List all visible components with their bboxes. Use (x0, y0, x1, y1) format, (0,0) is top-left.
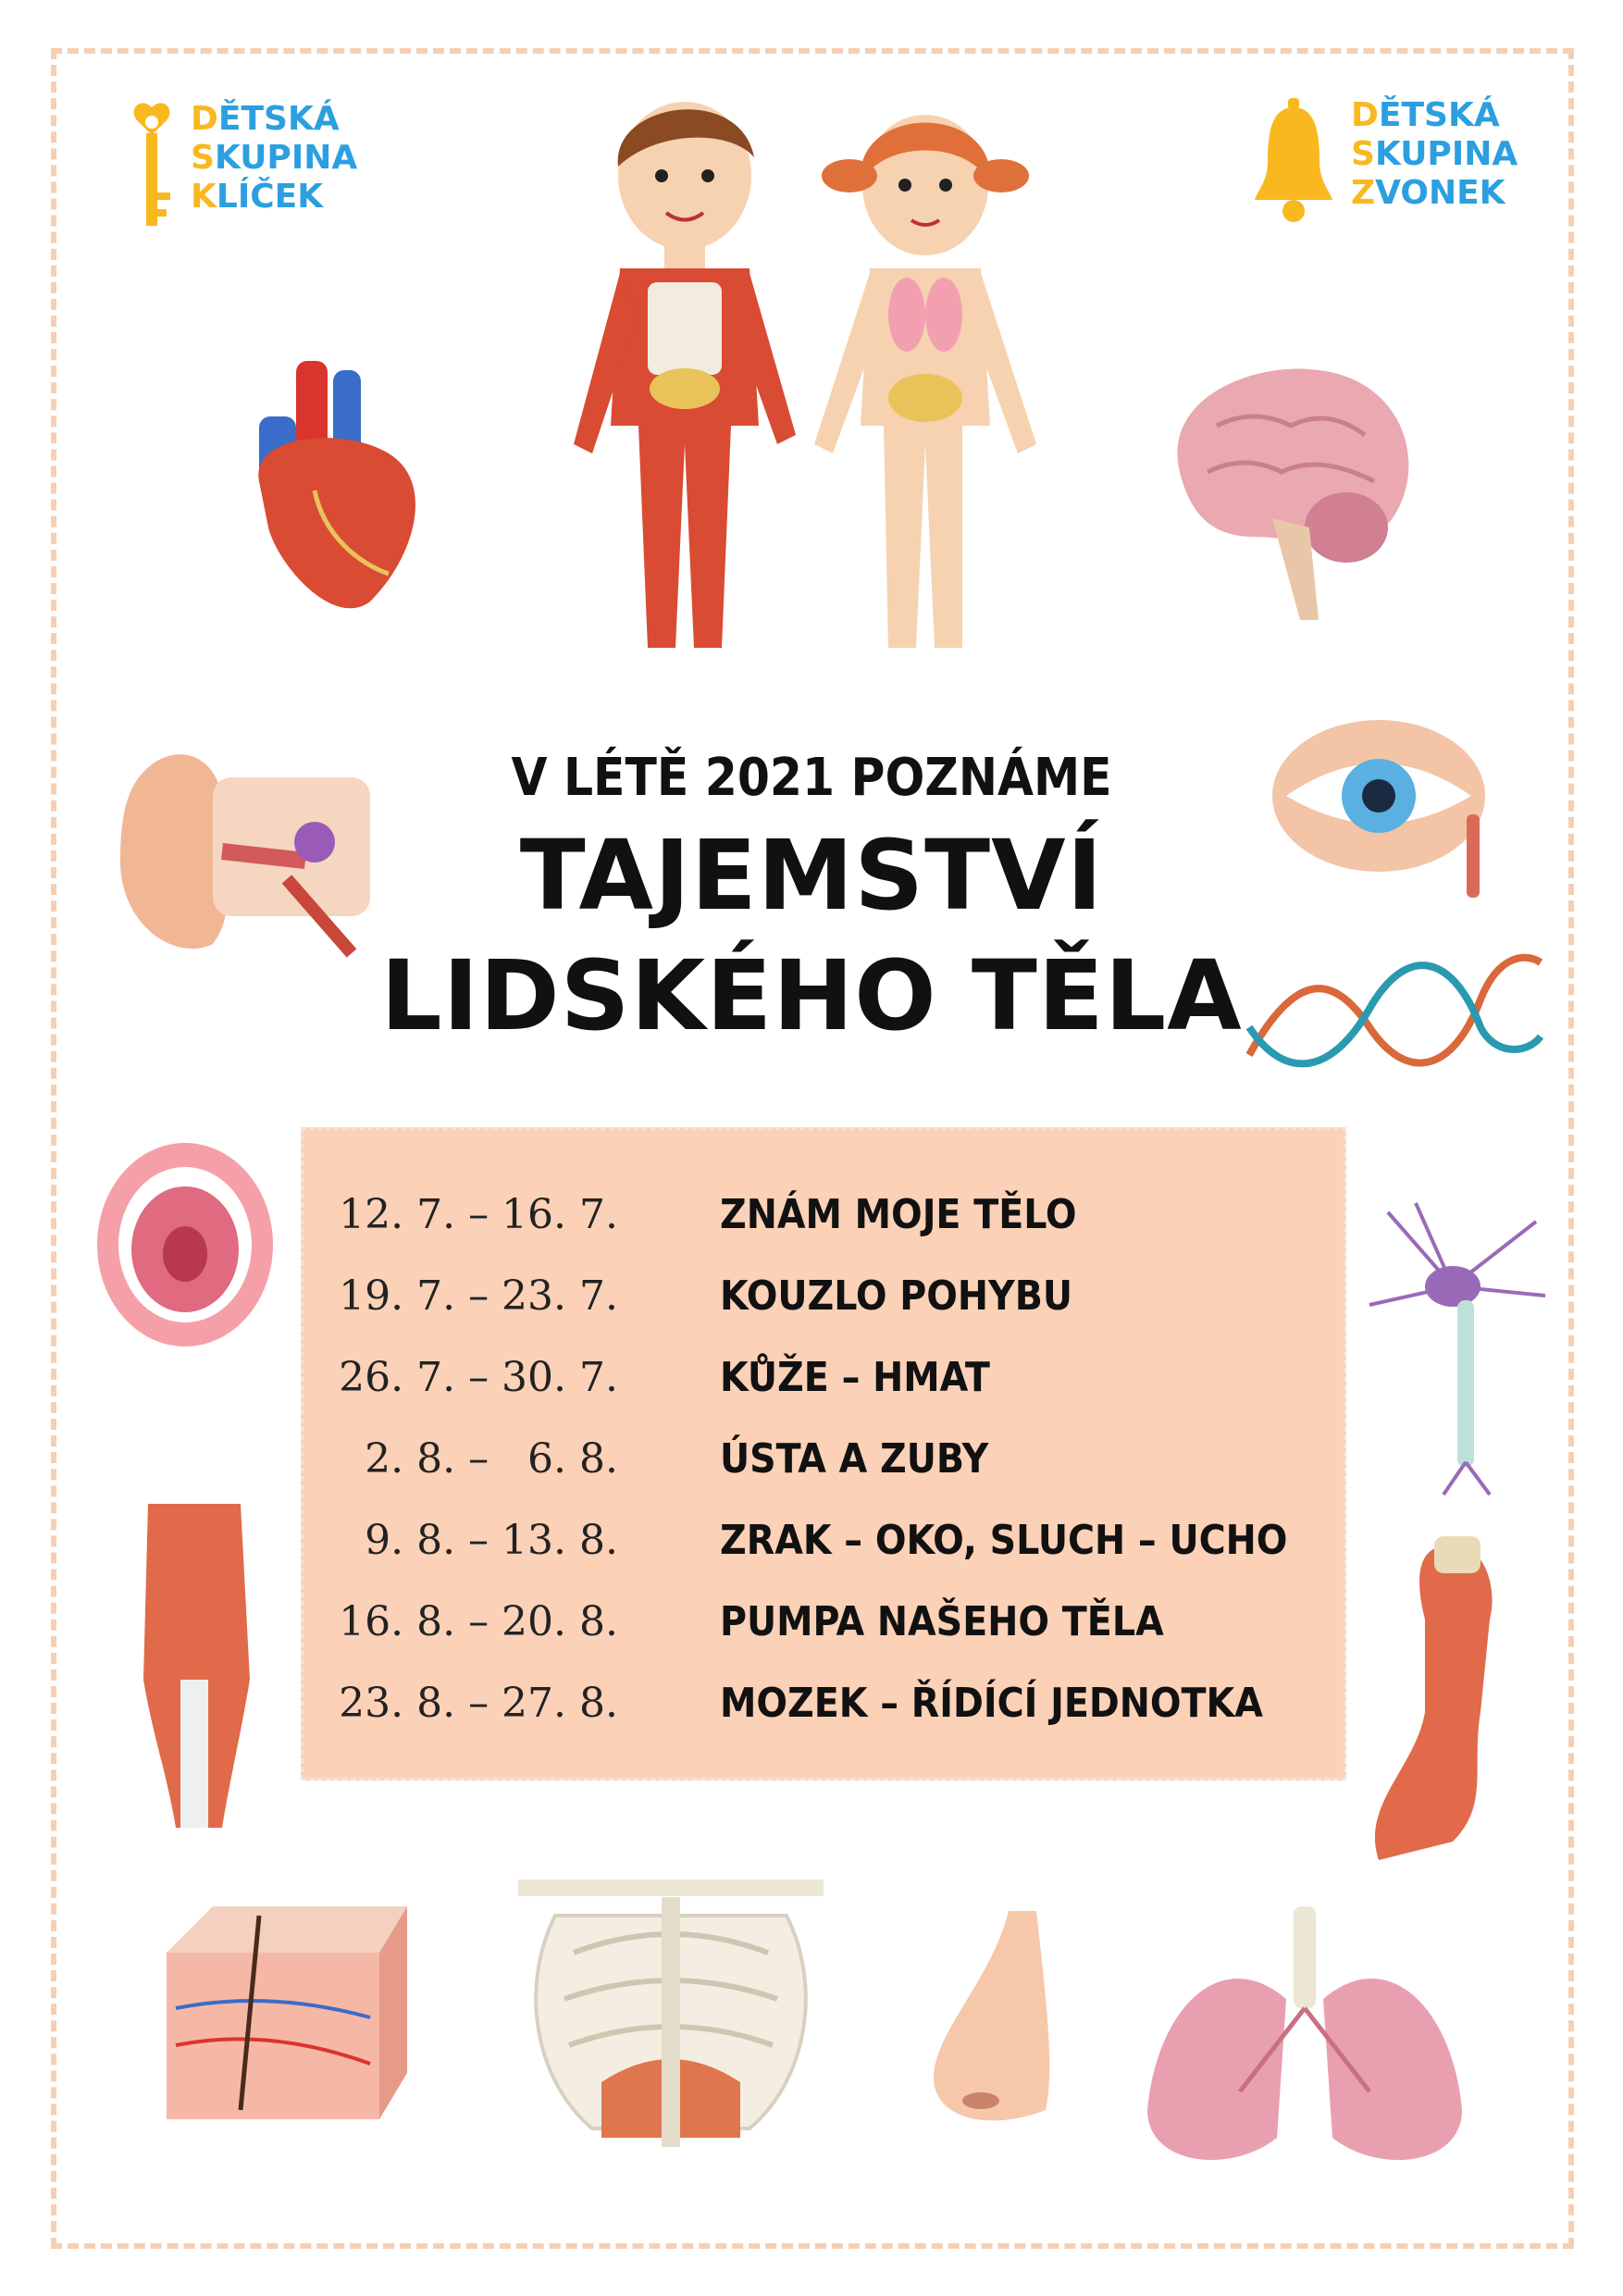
skin-layers-illustration (157, 1879, 407, 2128)
logo-zvonek-line2: SKUPINA (1351, 135, 1518, 173)
title-main-line2: LIDSKÉHO TĚLA (380, 939, 1243, 1052)
schedule-row (304, 1517, 1344, 1572)
logo-klicek-line2: SKUPINA (191, 139, 358, 177)
schedule-row (304, 1680, 1344, 1735)
logo-klicek-line3: KLÍČEK (191, 178, 324, 216)
schedule-box (301, 1127, 1346, 1781)
schedule-topic: KOUZLO POHYBU (720, 1272, 1073, 1320)
schedule-topic: ZNÁM MOJE TĚLO (720, 1191, 1077, 1238)
schedule-row (304, 1272, 1344, 1328)
heart-organ-illustration (231, 352, 435, 620)
schedule-topic: ZRAK – OKO, SLUCH – UCHO (720, 1517, 1288, 1564)
schedule-topic: ÚSTA A ZUBY (720, 1435, 989, 1483)
nose-illustration (916, 1902, 1064, 2133)
neuron-illustration (1360, 1185, 1564, 1499)
schedule-row (304, 1598, 1344, 1654)
logo-klicek-line1: DĚTSKÁ (191, 100, 340, 138)
key-icon (128, 100, 176, 230)
schedule-date: 9. 8. – 13. 8. (365, 1517, 618, 1564)
leg-muscle-illustration (130, 1495, 259, 1837)
arm-muscle-illustration (1360, 1527, 1527, 1869)
title-subheading: V LÉTĚ 2021 POZNÁME (511, 748, 1112, 808)
logo-zvonek-line3: ZVONEK (1351, 174, 1505, 212)
schedule-date: 16. 8. – 20. 8. (339, 1598, 618, 1645)
schedule-topic: PUMPA NAŠEHO TĚLA (720, 1598, 1164, 1645)
mouth-illustration (93, 1138, 278, 1351)
schedule-row (304, 1435, 1344, 1491)
brain-illustration (1161, 352, 1420, 629)
lungs-illustration (1138, 1906, 1471, 2184)
schedule-row (304, 1354, 1344, 1409)
schedule-date: 12. 7. – 16. 7. (339, 1191, 618, 1238)
schedule-date: 26. 7. – 30. 7. (339, 1354, 618, 1401)
logo-klicek (128, 100, 357, 230)
logo-zvonek (1251, 96, 1518, 226)
schedule-topic: MOZEK – ŘÍDÍCÍ JEDNOTKA (720, 1680, 1263, 1727)
title-main-line1: TAJEMSTVÍ (519, 819, 1104, 932)
logo-zvonek-line1: DĚTSKÁ (1351, 96, 1500, 134)
schedule-date: 2. 8. – 6. 8. (365, 1435, 618, 1483)
schedule-topic: KŮŽE – HMAT (720, 1354, 990, 1401)
ribcage-illustration (500, 1860, 842, 2166)
bell-icon (1251, 96, 1336, 226)
schedule-date: 19. 7. – 23. 7. (339, 1272, 618, 1320)
schedule-date: 23. 8. – 27. 8. (339, 1680, 618, 1727)
children-anatomy-illustration (555, 93, 1073, 685)
schedule-row (304, 1191, 1344, 1247)
